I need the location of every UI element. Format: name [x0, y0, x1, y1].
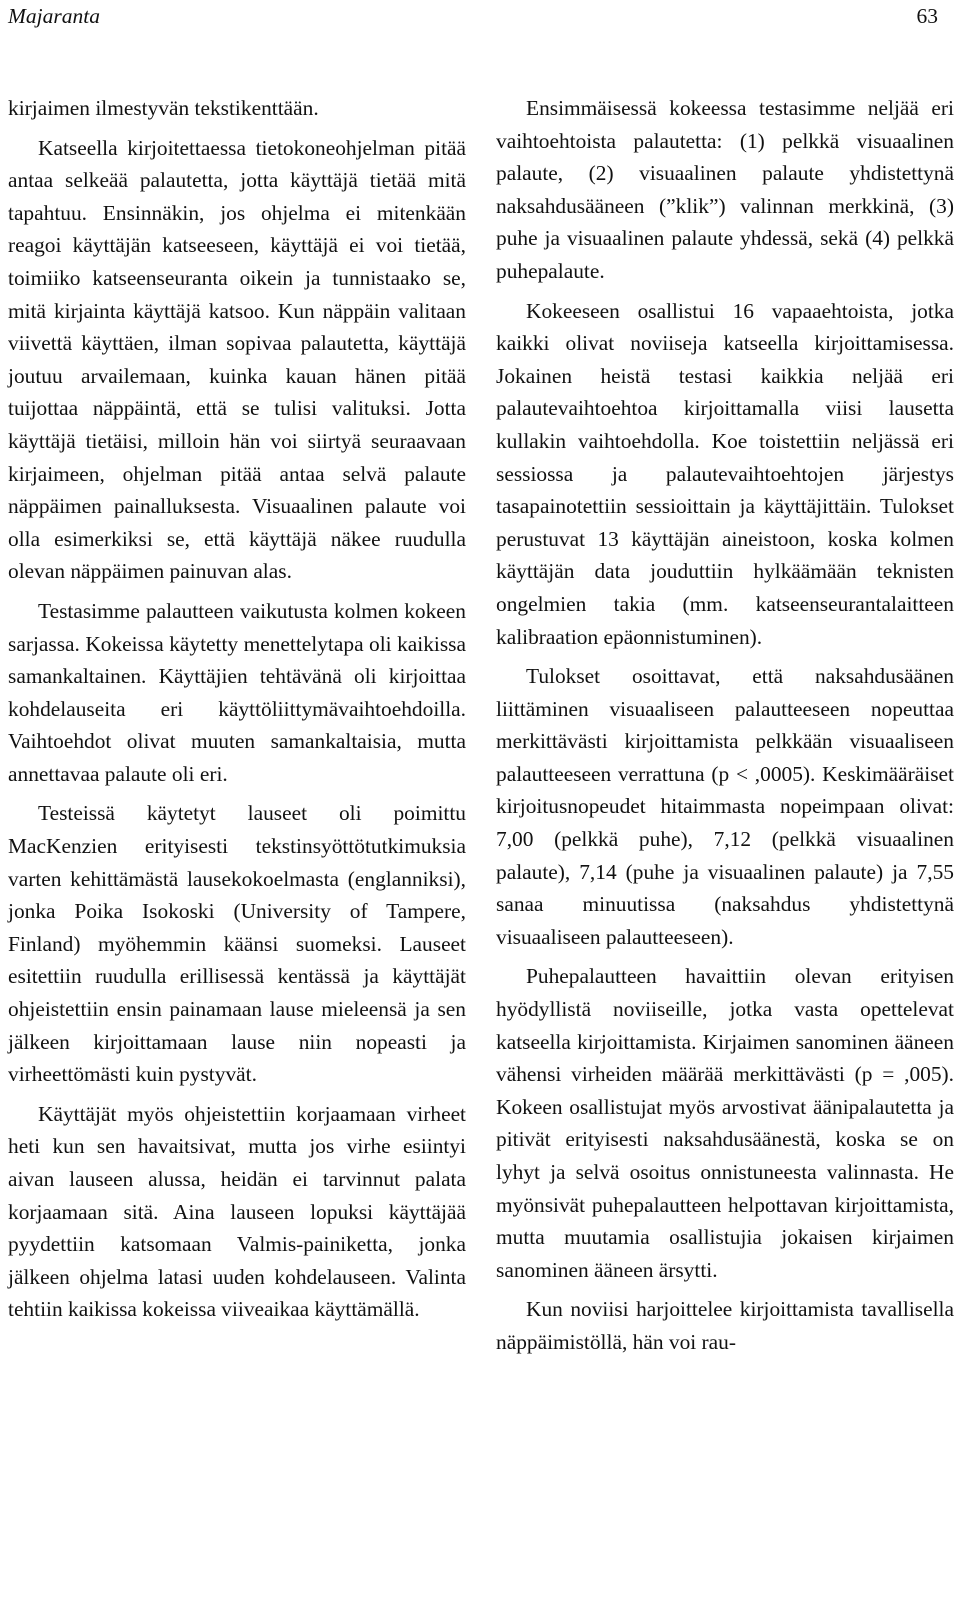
paragraph: Kun noviisi harjoittelee kirjoittamista tavallisella näppäimistöllä, hän voi rau-	[496, 1297, 954, 1354]
paragraph: Kokeeseen osallistui 16 vapaaehtoista, jotka kaikki olivat noviiseja katseella kirjoittamisessa. Jokainen heistä testasi kaikkia neljää eri palautevaihtoehtoa kirjoittamalla viisi lausetta kullakin vaihtoehdolla. Koe toistettiin neljässä eri sessiossa ja palautevaihtoehtojen järjestys tasapainotettiin sessioittain ja käyttäjittäin. Tulokset perustuvat 13 käyttäjän aineistoon, koska kolmen käyttäjän data jouduttiin hylkäämään teknisten ongelmien takia (mm. katseenseurantalaitteen kalibraation epäonnistuminen).	[496, 298, 954, 649]
paragraph: Käyttäjät myös ohjeistettiin korjaamaan virheet heti kun sen havaitsivat, mutta jos virhe esiintyi aivan lauseen alussa, heidän ei tarvinnut palata korjaamaan sitä. Aina lauseen lopuksi käyttäjää pyydettiin katsomaan Valmis-painiketta, jonka jälkeen ohjelma latasi uuden kohdelauseen. Valinta tehtiin kaikissa kokeissa viiveaikaa käyttämällä.	[8, 1101, 466, 1322]
paragraph: Ensimmäisessä kokeessa testasimme neljää eri vaihtoehtoista palautetta: (1) pelkkä visuaalinen palaute, (2) visuaalinen palaute yhdistettynä naksahdusääneen (”klik”) valinnan merkkinä, (3) puhe ja visuaalinen palaute yhdessä, sekä (4) pelkkä puhepalaute.	[496, 96, 954, 283]
page-number: 63	[916, 4, 938, 28]
paragraph: Testasimme palautteen vaikutusta kolmen kokeen sarjassa. Kokeissa käytetty menettelytapa oli kaikissa samankaltainen. Käyttäjien tehtävänä oli kirjoittaa kohdelauseita eri käyttöliittymävaihtoehdoilla. Vaihtoehdot olivat muuten samankaltaisia, mutta annettavaa palaute oli eri.	[8, 598, 466, 786]
page-header	[8, 0, 938, 32]
left-column	[8, 92, 466, 1333]
paragraph: kirjaimen ilmestyvän tekstikenttään.	[8, 96, 319, 120]
paragraph: Puhepalautteen havaittiin olevan erityisen hyödyllistä noviiseille, jotka vasta opettelevat katseella kirjoittamista. Kirjaimen sanominen ääneen vähensi virheiden määrää merkittävästi (p = ,005). Kokeen osallistujat myös arvostivat äänipalautetta ja pitivät erityisesti naksahdusäänestä, koska se on lyhyt ja selvä osoitus onnistuneesta valinnasta. He myönsivät puhepalautteen helpottavan kirjoittamista, mutta muutamia osallistujia jokaisen kirjaimen sanominen ääneen ärsytti.	[496, 964, 954, 1282]
paragraph: Tulokset osoittavat, että naksahdusäänen liittäminen visuaaliseen palautteeseen nopeuttaa merkittävästi kirjoittamista pelkkään visuaaliseen palautteeseen verrattuna (p < ,0005). Keskimääräiset kirjoitusnopeudet hitaimmasta nopeimpaan olivat: 7,00 (pelkkä puhe), 7,12 (pelkkä visuaalinen palaute), 7,14 (puhe ja visuaalinen palaute) ja 7,55 sanaa minuutissa (naksahdus yhdistettynä visuaaliseen palautteeseen).	[496, 664, 954, 949]
right-column	[496, 92, 954, 1366]
paragraph: Katseella kirjoitettaessa tietokoneohjelman pitää antaa selkeää palautetta, jotta käyttäjä tietää mitä tapahtuu. Ensinnäkin, jos ohjelma ei mitenkään reagoi käyttäjän katseeseen, käyttäjä ei voi tietää, toimiiko katseenseuranta oikein ja tunnistaako se, mitä kirjainta käyttäjä katsoo. Kun näppäin valitaan viivettä käyttäen, ilman sopivaa palautetta, käyttäjä joutuu arvailemaan, kuinka kauan hänen pitää tuijottaa näppäintä, että se tulisi valituksi. Jotta käyttäjä tietäisi, milloin hän voi siirtyä seuraavaan kirjaimeen, ohjelman pitää antaa selvä palaute näppäimen painalluksesta. Visuaalinen palaute voi olla esimerkiksi se, että käyttäjä näkee ruudulla olevan näppäimen painuvan alas.	[8, 135, 466, 584]
running-head: Majaranta	[8, 4, 100, 28]
paragraph: Testeissä käytetyt lauseet oli poimittu MacKenzien erityisesti tekstinsyöttötutkimuksia varten kehittämästä lausekokoelmasta (englanniksi), jonka Poika Isokoski (University of Tampere, Finland) myöhemmin käänsi suomeksi. Lauseet esitettiin ruudulla erillisessä kentässä ja käyttäjät ohjeistettiin ensin painamaan lause mieleensä ja sen jälkeen kirjoittamaan lause niin nopeasti ja virheettömästi kuin pystyvät.	[8, 801, 466, 1087]
